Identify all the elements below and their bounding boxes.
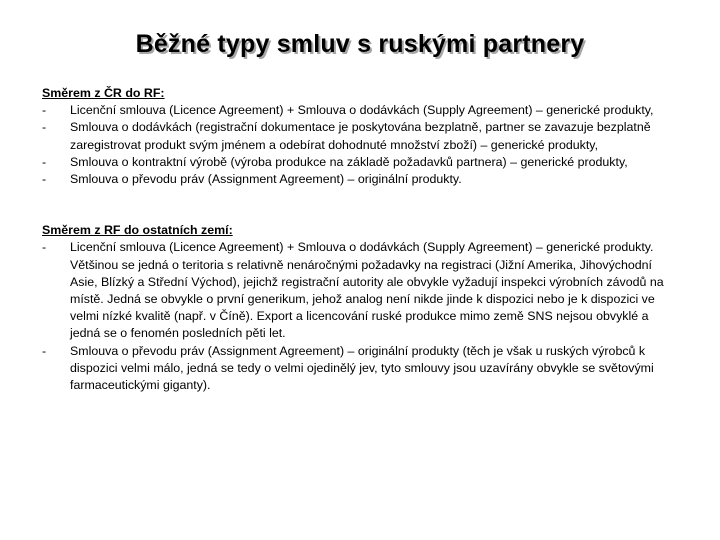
bullet-dash: - xyxy=(42,120,47,135)
list-item xyxy=(42,102,682,119)
list-item-text: Smlouva o dodávkách (registrační dokumentace je poskytována bezplatně, partner se zavazuje bezplatně zaregistrovat produkt svým jménem a odebírat dohodnuté množství zboží) – generické produkty, xyxy=(70,120,651,152)
slide-title: Běžné typy smluv s ruskými partnery xyxy=(135,30,585,58)
section-spacer xyxy=(42,188,682,222)
list-item-text: Smlouva o převodu práv (Assignment Agreement) – originální produkty. xyxy=(70,172,462,187)
bullet-dash: - xyxy=(42,172,47,187)
section-rf-to-other xyxy=(42,222,682,394)
bullet-dash: - xyxy=(42,343,47,358)
section-heading: Směrem z RF do ostatních zemí: xyxy=(42,223,233,238)
section-heading: Směrem z ČR do RF: xyxy=(42,86,165,100)
bullet-dash: - xyxy=(42,154,47,169)
list-item xyxy=(42,343,682,395)
list-item xyxy=(42,119,682,153)
list-item-text: Licenční smlouva (Licence Agreement) + Smlouva o dodávkách (Supply Agreement) – generické produkty, xyxy=(70,103,654,118)
slide-content xyxy=(42,85,682,394)
list-item xyxy=(42,239,682,342)
list-item xyxy=(42,171,682,188)
list-item-text: Smlouva o převodu práv (Assignment Agreement) – originální produkty (těch je však u ruských výrobců k dispozici velmi málo, jedná se tedy o velmi ojedinělý jev, tyto smlouvy jsou uzavírány obvykle se světovými farmaceutickými giganty). xyxy=(70,343,654,393)
list-item-text: Licenční smlouva (Licence Agreement) + Smlouva o dodávkách (Supply Agreement) – generické produkty. Většinou se jedná o teritoria s relativně nenáročnými požadavky na registraci (Jižní Amerika, Jihovýchodní Asie, Blízký a Střední Východ), jejichž registrační autority ale obvykle vyžadují inspekci výrobních závodů na místě. Jedná se obvykle o první generikum, jehož analog není nikde jinde k dispozici nebo je k dispozici ve velmi nízké kvalitě (např. v Číně). Export a licencování ruské produkce mimo země SNS nejsou obvyklé a jedná se o fenomén posledních pěti let. xyxy=(70,240,664,341)
list-item-text: Smlouva o kontraktní výrobě (výroba produkce na základě požadavků partnera) – generické produkty, xyxy=(70,154,628,169)
list-item xyxy=(42,154,682,171)
section-cz-to-rf xyxy=(42,85,682,188)
bullet-dash: - xyxy=(42,240,47,255)
bullet-dash: - xyxy=(42,103,47,118)
